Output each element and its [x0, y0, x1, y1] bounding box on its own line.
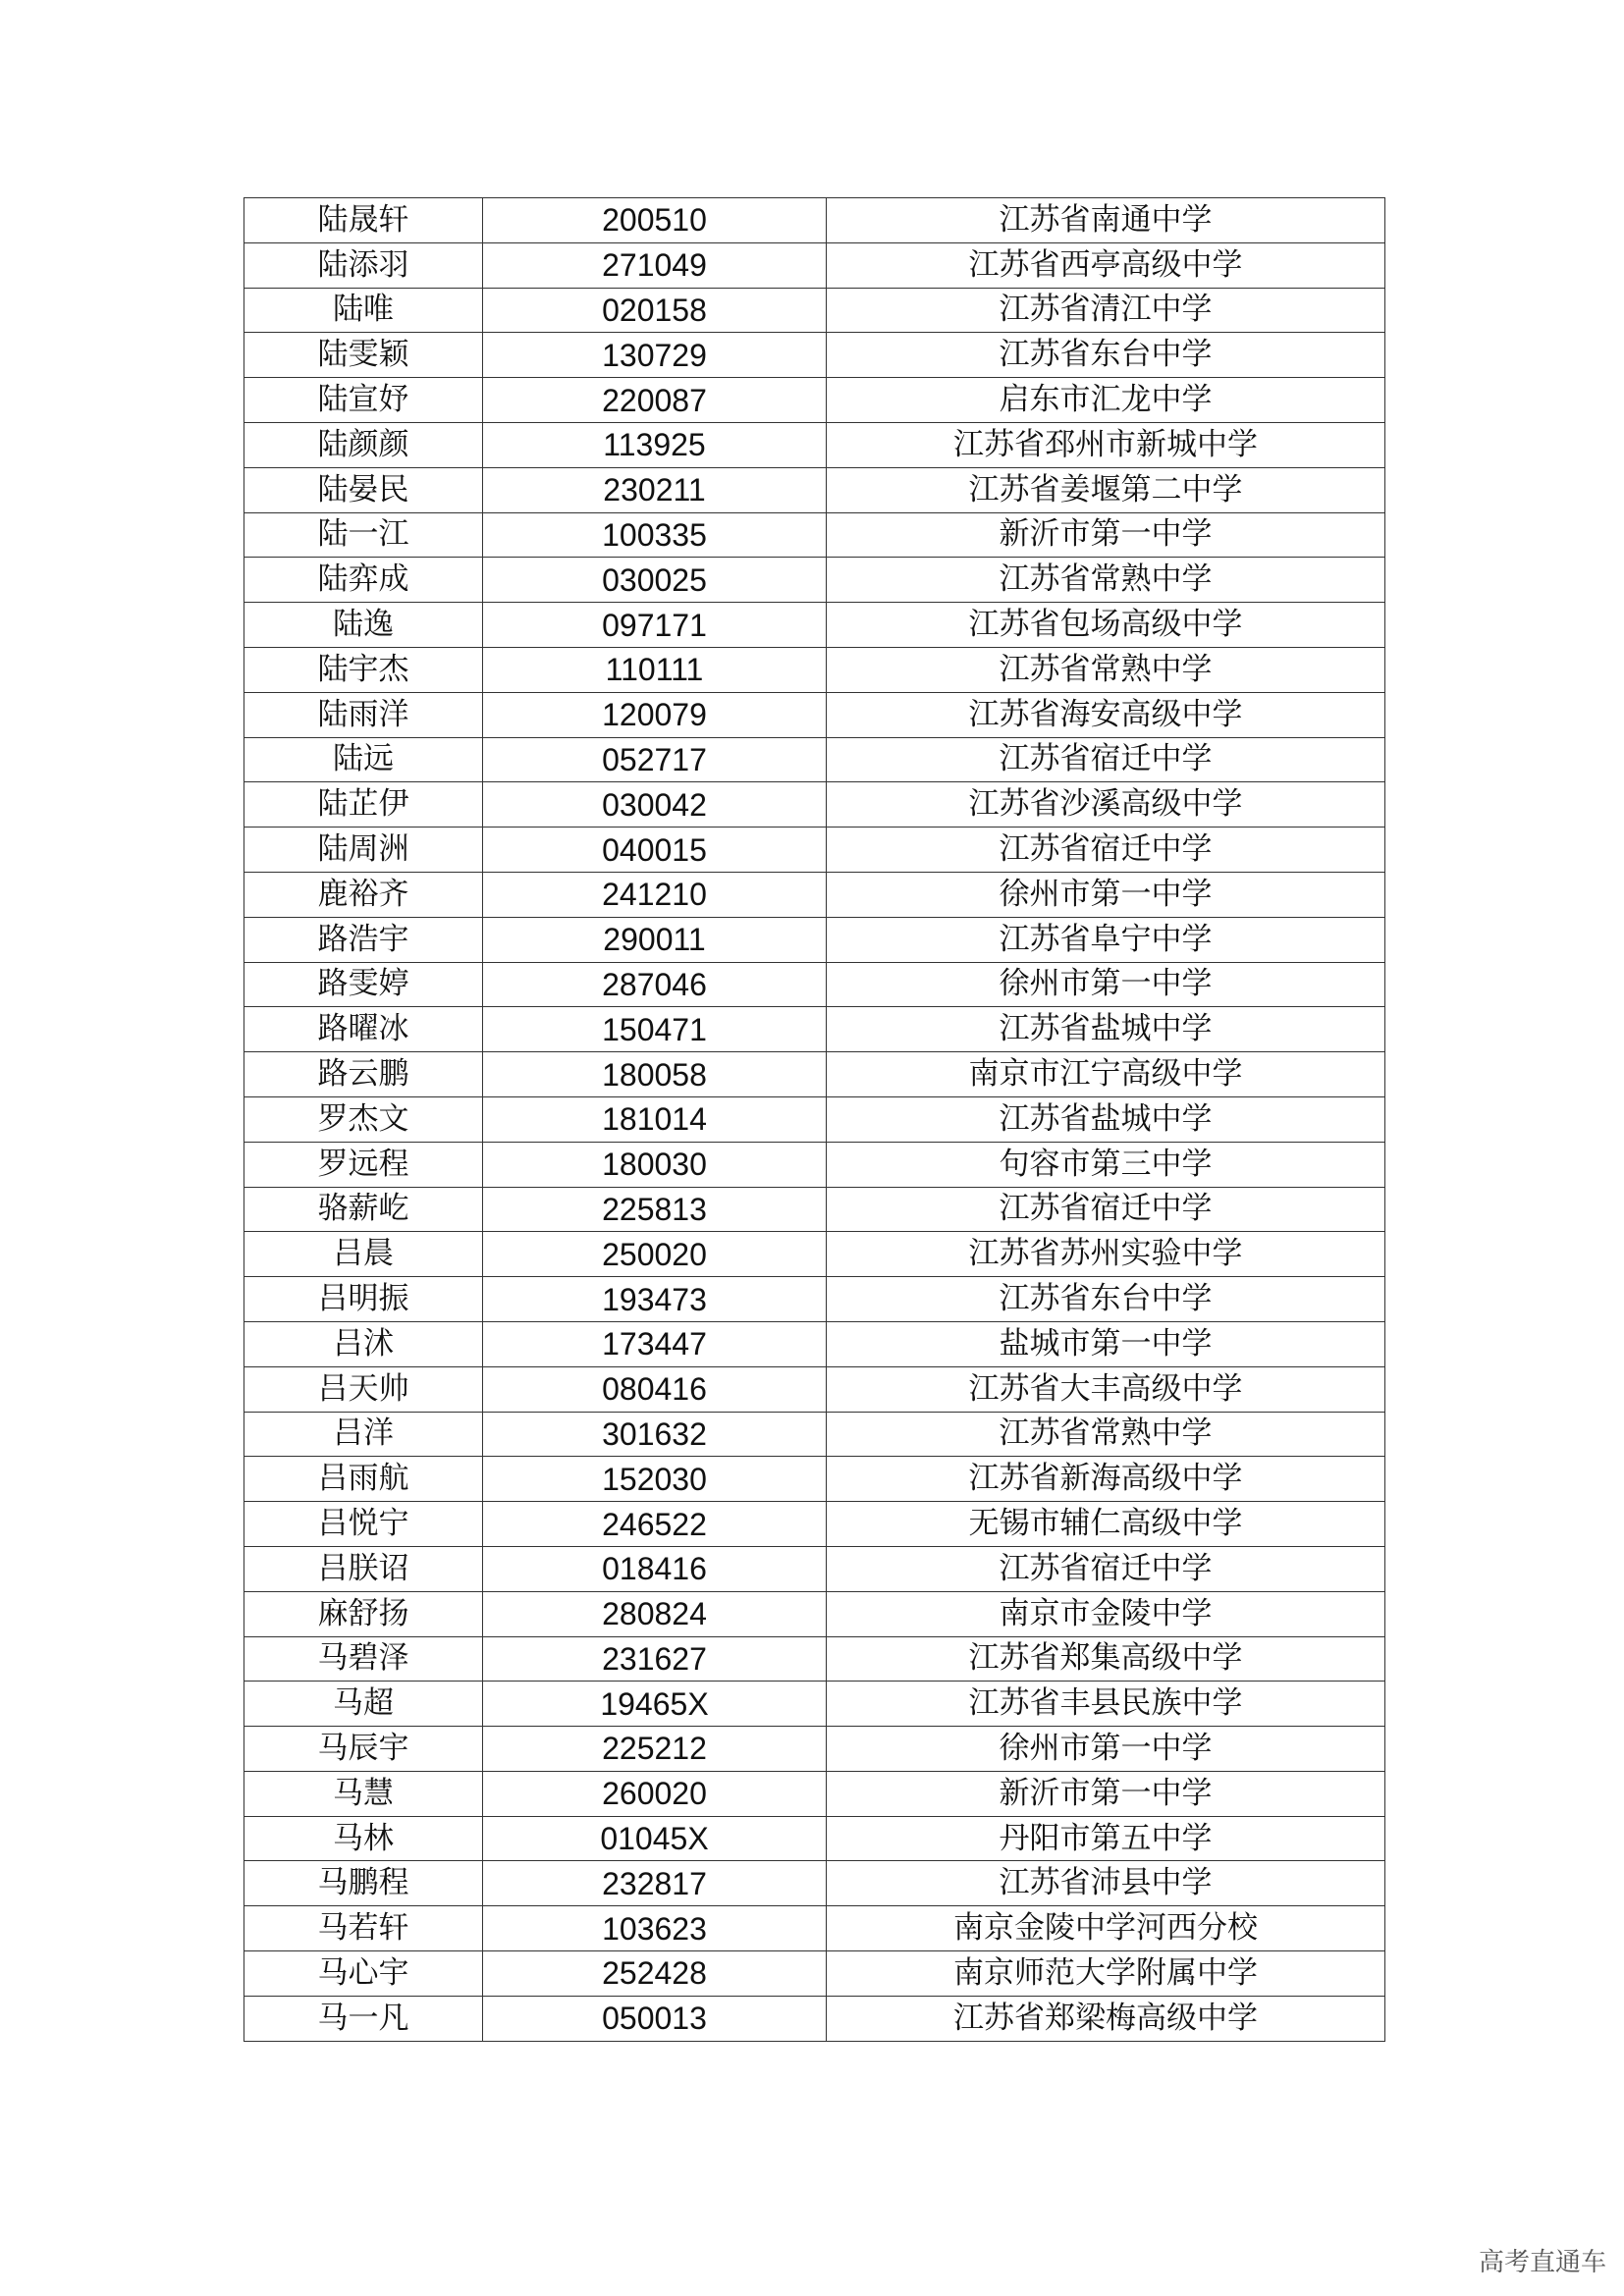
- student-name-cell: 马辰宇: [244, 1727, 483, 1772]
- table-row: [244, 1007, 1385, 1052]
- table-row: [244, 872, 1385, 917]
- student-name-cell: 陆逸: [244, 603, 483, 648]
- table-row: [244, 603, 1385, 648]
- school-name-cell: 江苏省南通中学: [827, 198, 1385, 243]
- student-id-cell: 231627: [483, 1636, 827, 1682]
- table-row: [244, 333, 1385, 378]
- student-name-cell: 陆周洲: [244, 828, 483, 873]
- school-name-cell: 江苏省郑集高级中学: [827, 1636, 1385, 1682]
- school-name-cell: 江苏省沙溪高级中学: [827, 782, 1385, 828]
- student-id-cell: 225813: [483, 1187, 827, 1232]
- student-name-cell: 陆添羽: [244, 242, 483, 288]
- school-name-cell: 南京市金陵中学: [827, 1591, 1385, 1636]
- school-name-cell: 江苏省东台中学: [827, 333, 1385, 378]
- student-id-cell: 01045X: [483, 1816, 827, 1861]
- student-name-cell: 陆唯: [244, 288, 483, 333]
- table-row: [244, 917, 1385, 962]
- school-name-cell: 江苏省宿迁中学: [827, 1187, 1385, 1232]
- school-name-cell: 江苏省沛县中学: [827, 1861, 1385, 1906]
- admission-list-table-wrapper: [244, 197, 1384, 2042]
- student-id-cell: 052717: [483, 737, 827, 782]
- student-id-cell: 152030: [483, 1457, 827, 1502]
- table-row: [244, 1142, 1385, 1187]
- table-row: [244, 1232, 1385, 1277]
- table-row: [244, 1996, 1385, 2041]
- school-name-cell: 盐城市第一中学: [827, 1321, 1385, 1366]
- student-name-cell: 吕沭: [244, 1321, 483, 1366]
- student-name-cell: 吕晨: [244, 1232, 483, 1277]
- student-name-cell: 骆薪屹: [244, 1187, 483, 1232]
- table-row: [244, 1321, 1385, 1366]
- student-id-cell: 120079: [483, 692, 827, 737]
- student-id-cell: 200510: [483, 198, 827, 243]
- student-name-cell: 吕洋: [244, 1412, 483, 1457]
- student-id-cell: 260020: [483, 1771, 827, 1816]
- school-name-cell: 江苏省西亭高级中学: [827, 242, 1385, 288]
- school-name-cell: 江苏省宿迁中学: [827, 737, 1385, 782]
- student-name-cell: 马心宇: [244, 1951, 483, 1997]
- student-name-cell: 罗杰文: [244, 1096, 483, 1142]
- student-name-cell: 路曜冰: [244, 1007, 483, 1052]
- watermark-text: 高考直通车: [1478, 2248, 1606, 2277]
- table-row: [244, 962, 1385, 1007]
- student-id-cell: 181014: [483, 1096, 827, 1142]
- school-name-cell: 江苏省大丰高级中学: [827, 1366, 1385, 1412]
- table-row: [244, 422, 1385, 467]
- student-name-cell: 吕雨航: [244, 1457, 483, 1502]
- student-id-cell: 097171: [483, 603, 827, 648]
- student-name-cell: 陆晟轩: [244, 198, 483, 243]
- student-name-cell: 吕明振: [244, 1277, 483, 1322]
- student-name-cell: 吕天帅: [244, 1366, 483, 1412]
- student-id-cell: 100335: [483, 512, 827, 558]
- school-name-cell: 江苏省宿迁中学: [827, 828, 1385, 873]
- school-name-cell: 江苏省盐城中学: [827, 1007, 1385, 1052]
- student-id-cell: 113925: [483, 422, 827, 467]
- student-name-cell: 马鹏程: [244, 1861, 483, 1906]
- student-id-cell: 103623: [483, 1906, 827, 1951]
- student-name-cell: 马超: [244, 1682, 483, 1727]
- school-name-cell: 江苏省阜宁中学: [827, 917, 1385, 962]
- student-id-cell: 030042: [483, 782, 827, 828]
- student-name-cell: 路浩宇: [244, 917, 483, 962]
- table-row: [244, 1457, 1385, 1502]
- table-row: [244, 512, 1385, 558]
- student-name-cell: 鹿裕齐: [244, 872, 483, 917]
- student-id-cell: 018416: [483, 1546, 827, 1591]
- student-id-cell: 250020: [483, 1232, 827, 1277]
- student-id-cell: 252428: [483, 1951, 827, 1997]
- school-name-cell: 启东市汇龙中学: [827, 378, 1385, 423]
- admission-list-table: [244, 197, 1385, 2042]
- school-name-cell: 江苏省宿迁中学: [827, 1546, 1385, 1591]
- table-row: [244, 1096, 1385, 1142]
- student-id-cell: 280824: [483, 1591, 827, 1636]
- student-name-cell: 陆宇杰: [244, 647, 483, 692]
- student-name-cell: 麻舒扬: [244, 1591, 483, 1636]
- school-name-cell: 江苏省新海高级中学: [827, 1457, 1385, 1502]
- student-name-cell: 陆雨洋: [244, 692, 483, 737]
- school-name-cell: 江苏省清江中学: [827, 288, 1385, 333]
- school-name-cell: 江苏省姜堰第二中学: [827, 467, 1385, 512]
- table-row: [244, 1771, 1385, 1816]
- student-name-cell: 路云鹏: [244, 1052, 483, 1097]
- table-row: [244, 467, 1385, 512]
- table-row: [244, 558, 1385, 603]
- school-name-cell: 徐州市第一中学: [827, 1727, 1385, 1772]
- school-name-cell: 句容市第三中学: [827, 1142, 1385, 1187]
- school-name-cell: 徐州市第一中学: [827, 872, 1385, 917]
- table-row: [244, 1636, 1385, 1682]
- student-name-cell: 陆远: [244, 737, 483, 782]
- table-row: [244, 1277, 1385, 1322]
- student-id-cell: 301632: [483, 1412, 827, 1457]
- student-id-cell: 110111: [483, 647, 827, 692]
- student-name-cell: 陆雯颖: [244, 333, 483, 378]
- student-id-cell: 080416: [483, 1366, 827, 1412]
- student-id-cell: 193473: [483, 1277, 827, 1322]
- table-row: [244, 1682, 1385, 1727]
- student-id-cell: 246522: [483, 1502, 827, 1547]
- student-name-cell: 陆芷伊: [244, 782, 483, 828]
- table-row: [244, 288, 1385, 333]
- student-id-cell: 271049: [483, 242, 827, 288]
- table-row: [244, 1546, 1385, 1591]
- student-id-cell: 287046: [483, 962, 827, 1007]
- table-row: [244, 737, 1385, 782]
- student-id-cell: 180030: [483, 1142, 827, 1187]
- school-name-cell: 江苏省邳州市新城中学: [827, 422, 1385, 467]
- student-name-cell: 吕悦宁: [244, 1502, 483, 1547]
- student-id-cell: 130729: [483, 333, 827, 378]
- school-name-cell: 江苏省盐城中学: [827, 1096, 1385, 1142]
- table-row: [244, 1412, 1385, 1457]
- student-id-cell: 180058: [483, 1052, 827, 1097]
- student-name-cell: 陆颜颜: [244, 422, 483, 467]
- student-name-cell: 马若轩: [244, 1906, 483, 1951]
- table-row: [244, 1861, 1385, 1906]
- school-name-cell: 江苏省东台中学: [827, 1277, 1385, 1322]
- table-row: [244, 1906, 1385, 1951]
- student-name-cell: 陆宣妤: [244, 378, 483, 423]
- student-name-cell: 马一凡: [244, 1996, 483, 2041]
- table-row: [244, 828, 1385, 873]
- student-id-cell: 232817: [483, 1861, 827, 1906]
- table-row: [244, 1951, 1385, 1997]
- student-id-cell: 19465X: [483, 1682, 827, 1727]
- table-row: [244, 647, 1385, 692]
- student-name-cell: 陆一江: [244, 512, 483, 558]
- table-row: [244, 1502, 1385, 1547]
- table-row: [244, 378, 1385, 423]
- table-row: [244, 692, 1385, 737]
- student-id-cell: 225212: [483, 1727, 827, 1772]
- student-id-cell: 040015: [483, 828, 827, 873]
- school-name-cell: 南京金陵中学河西分校: [827, 1906, 1385, 1951]
- table-row: [244, 1727, 1385, 1772]
- table-row: [244, 1591, 1385, 1636]
- school-name-cell: 南京师范大学附属中学: [827, 1951, 1385, 1997]
- student-id-cell: 030025: [483, 558, 827, 603]
- student-name-cell: 马林: [244, 1816, 483, 1861]
- student-name-cell: 罗远程: [244, 1142, 483, 1187]
- school-name-cell: 徐州市第一中学: [827, 962, 1385, 1007]
- student-name-cell: 陆弈成: [244, 558, 483, 603]
- table-row: [244, 782, 1385, 828]
- school-name-cell: 丹阳市第五中学: [827, 1816, 1385, 1861]
- table-body: [244, 198, 1385, 2042]
- student-id-cell: 230211: [483, 467, 827, 512]
- student-id-cell: 050013: [483, 1996, 827, 2041]
- school-name-cell: 新沂市第一中学: [827, 512, 1385, 558]
- school-name-cell: 江苏省丰县民族中学: [827, 1682, 1385, 1727]
- table-row: [244, 1052, 1385, 1097]
- student-name-cell: 陆晏民: [244, 467, 483, 512]
- table-row: [244, 1816, 1385, 1861]
- school-name-cell: 无锡市辅仁高级中学: [827, 1502, 1385, 1547]
- school-name-cell: 江苏省海安高级中学: [827, 692, 1385, 737]
- student-id-cell: 220087: [483, 378, 827, 423]
- student-id-cell: 290011: [483, 917, 827, 962]
- student-name-cell: 马慧: [244, 1771, 483, 1816]
- table-row: [244, 242, 1385, 288]
- school-name-cell: 新沂市第一中学: [827, 1771, 1385, 1816]
- school-name-cell: 江苏省郑梁梅高级中学: [827, 1996, 1385, 2041]
- student-id-cell: 020158: [483, 288, 827, 333]
- school-name-cell: 江苏省常熟中学: [827, 647, 1385, 692]
- school-name-cell: 江苏省包场高级中学: [827, 603, 1385, 648]
- table-row: [244, 1187, 1385, 1232]
- table-row: [244, 198, 1385, 243]
- school-name-cell: 江苏省常熟中学: [827, 558, 1385, 603]
- student-name-cell: 路雯婷: [244, 962, 483, 1007]
- school-name-cell: 江苏省常熟中学: [827, 1412, 1385, 1457]
- school-name-cell: 江苏省苏州实验中学: [827, 1232, 1385, 1277]
- student-id-cell: 173447: [483, 1321, 827, 1366]
- student-id-cell: 241210: [483, 872, 827, 917]
- student-id-cell: 150471: [483, 1007, 827, 1052]
- student-name-cell: 马碧泽: [244, 1636, 483, 1682]
- school-name-cell: 南京市江宁高级中学: [827, 1052, 1385, 1097]
- student-name-cell: 吕朕诏: [244, 1546, 483, 1591]
- table-row: [244, 1366, 1385, 1412]
